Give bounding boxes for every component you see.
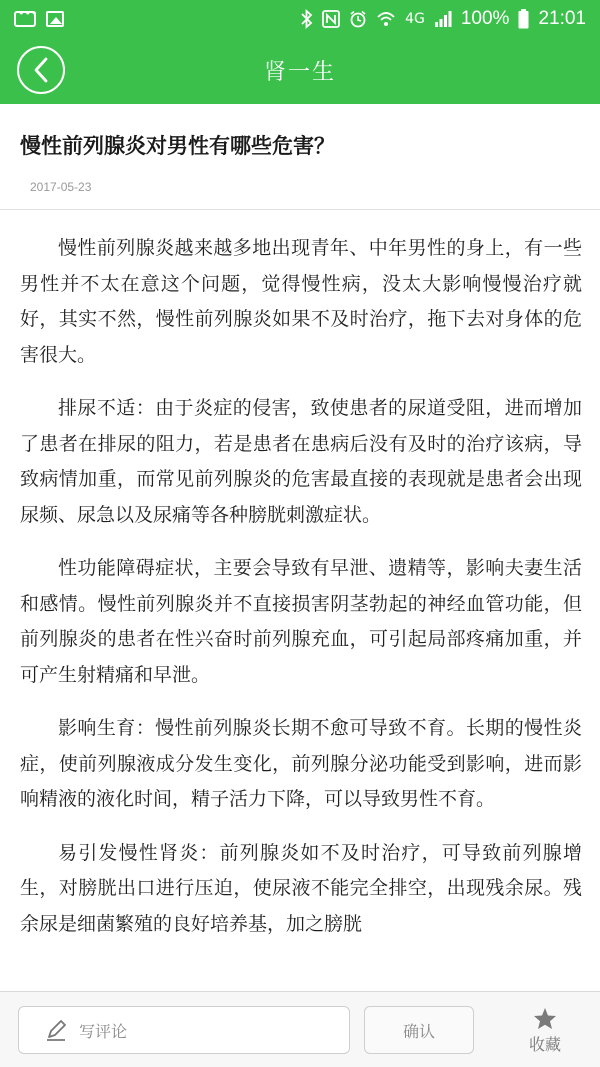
signal-icon	[434, 10, 452, 28]
nfc-icon	[322, 10, 340, 28]
message-notification-icon	[14, 11, 36, 27]
article-header	[0, 104, 600, 210]
article-paragraph: 影响生育：慢性前列腺炎长期不愈可导致不育。长期的慢性炎症，使前列腺液成分发生变化，前列腺分泌功能受到影响，进而影响精液的液化时间，精子活力下降，可以导致男性不育。	[20, 717, 582, 810]
battery-icon	[518, 9, 529, 29]
bluetooth-icon	[301, 9, 313, 29]
status-left-icons	[14, 11, 64, 27]
battery-percentage: 100%	[460, 8, 510, 29]
favorite-button[interactable]	[508, 1000, 582, 1062]
article-body[interactable]	[0, 211, 600, 991]
status-bar	[0, 0, 600, 38]
wifi-icon	[376, 10, 396, 28]
star-icon	[533, 1007, 557, 1030]
status-right-icons	[301, 8, 586, 30]
article-date: 2017-05-23	[30, 180, 92, 194]
alarm-icon	[349, 10, 367, 28]
comment-placeholder: 写评论	[79, 1021, 128, 1041]
article-title: 慢性前列腺炎对男性有哪些危害？	[20, 134, 335, 158]
article-paragraph: 易引发慢性肾炎：前列腺炎如不及时治疗，可导致前列腺增生，对膀胱出口进行压迫，使尿液不能完全排空，出现残余尿。残余尿是细菌繁殖的良好培养基，加之膀胱	[20, 841, 582, 935]
image-notification-icon	[46, 11, 64, 27]
network-type-label: 4G	[405, 11, 425, 27]
clock: 21:01	[538, 8, 586, 29]
article-paragraph: 排尿不适：由于炎症的侵害，致使患者的尿道受阻，进而增加了患者在排尿的阻力，若是患者在患病后没有及时的治疗该病，导致病情加重，而常见前列腺炎的危害最直接的表现就是患者会出现尿频、尿急以及尿痛等各种膀胱刺激症状。	[20, 397, 582, 526]
article-paragraph: 慢性前列腺炎越来越多地出现青年、中年男性的身上，有一些男性并不太在意这个问题，觉得慢性病，没太大影响慢慢治疗就好，其实不然，慢性前列腺炎如果不及时治疗，拖下去对身体的危害很大。	[20, 237, 582, 366]
article-paragraph: 性功能障碍症状，主要会导致有早泄、遗精等，影响夫妻生活和感情。慢性前列腺炎并不直接损害阴茎勃起的神经血管功能，但前列腺炎的患者在性兴奋时前列腺充血，可引起局部疼痛加重，并可产生射精痛和早泄。	[20, 557, 582, 686]
app-header	[0, 38, 600, 104]
app-title: 肾一生	[263, 60, 336, 85]
pencil-icon	[45, 1019, 67, 1041]
confirm-button[interactable]: 确认	[364, 1006, 474, 1054]
favorite-label: 收藏	[528, 1035, 561, 1054]
bottom-action-bar	[0, 991, 600, 1067]
comment-input[interactable]	[18, 1006, 350, 1054]
